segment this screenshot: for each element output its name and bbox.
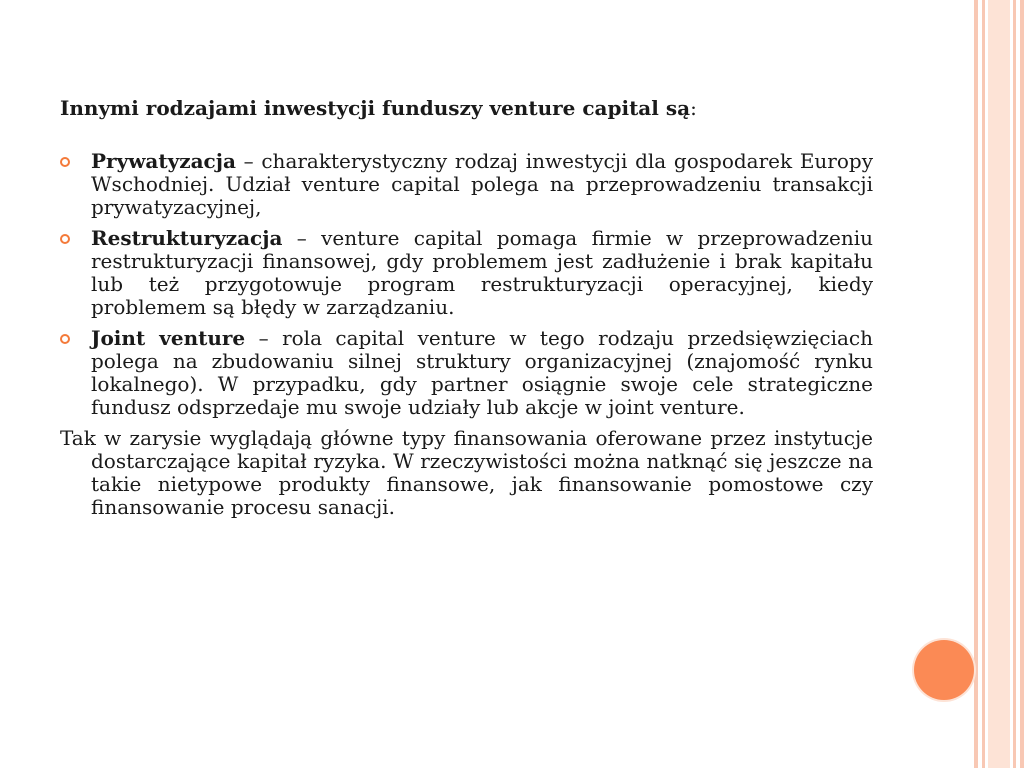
bullet-circle-icon [60, 334, 70, 344]
stripe [982, 0, 985, 768]
slide-content [60, 97, 873, 519]
bullet-circle-icon [60, 157, 70, 167]
bullet-list [60, 150, 873, 419]
bullet-term: Prywatyzacja [91, 149, 236, 173]
bullet-text: – venture capital pomaga firmie w przeprowadzeniu restrukturyzacji finansowej, gdy problemem jest zadłużenie i brak kapitału lub też przygotowuje program restrukturyzacji operacyjnej, kiedy problemem są błędy w zarządzaniu. [91, 226, 873, 319]
stripe [1013, 0, 1016, 768]
list-item [60, 150, 873, 219]
bullet-circle-icon [60, 234, 70, 244]
bullet-term: Restrukturyzacja [91, 226, 283, 250]
stripe [974, 0, 978, 768]
decorative-stripes [974, 0, 1024, 768]
list-item [60, 327, 873, 419]
bullet-term: Joint venture [91, 326, 246, 350]
stripe [1020, 0, 1024, 768]
slide-heading [60, 97, 873, 120]
heading-colon: : [690, 96, 697, 120]
summary-paragraph: Tak w zarysie wyglądają główne typy finansowania oferowane przez instytucje dostarczające kapitał ryzyka. W rzeczywistości można natknąć się jeszcze na takie nietypowe produkty finansowe, jak finansowanie pomostowe czy finansowanie procesu sanacji. [60, 426, 873, 519]
bullet-text: – charakterystyczny rodzaj inwestycji dla gospodarek Europy Wschodniej. Udział venture capital polega na przeprowadzeniu transakcji prywatyzacyjnej, [91, 149, 873, 219]
decorative-circle [914, 640, 974, 700]
heading-text: Innymi rodzajami inwestycji funduszy venture capital są [60, 96, 691, 120]
bullet-text: – rola capital venture w tego rodzaju przedsięwzięciach polega na zbudowaniu silnej struktury organizacyjnej (znajomość rynku lokalnego). W przypadku, gdy partner osiągnie swoje cele strategiczne fundusz odsprzedaje mu swoje udziały lub akcje w joint venture. [91, 326, 873, 419]
stripe [988, 0, 1010, 768]
list-item [60, 227, 873, 319]
